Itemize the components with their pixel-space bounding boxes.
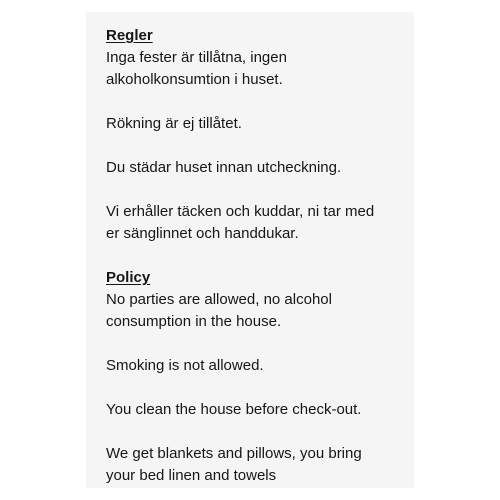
rule-line: er sänglinnet och handdukar. [106,225,299,242]
rule-line: Vi erhåller täcken och kuddar, ni tar med [106,203,375,220]
policy-line: consumption in the house. [106,313,282,330]
rule-item-smoking-sv [106,113,406,135]
policy-item-linen-en [106,443,406,487]
rule-item-linen-sv [106,201,406,245]
spacer [106,333,406,355]
rule-item-cleaning-sv [106,157,406,179]
spacer [106,421,406,443]
policy-item-smoking-en [106,355,406,377]
rule-line: Du städar huset innan utcheckning. [106,159,342,176]
policy-item-cleaning-en [106,399,406,421]
policy-line: No parties are allowed, no alcohol [106,291,332,308]
policy-line: your bed linen and towels [106,467,277,484]
rules-content [106,25,406,487]
policy-item-parties-en [106,289,406,333]
spacer [106,179,406,201]
rule-line: Inga fester är tillåtna, ingen [106,49,287,66]
spacer [106,377,406,399]
policy-heading: Policy [106,269,151,286]
rules-card [86,12,414,488]
rules-heading: Regler [106,27,153,44]
rule-item-parties-sv [106,47,406,91]
policy-line: We get blankets and pillows, you bring [106,445,362,462]
spacer [106,135,406,157]
spacer [106,91,406,113]
rule-line: alkoholkonsumtion i huset. [106,71,283,88]
spacer [106,245,406,267]
policy-line: You clean the house before check-out. [106,401,362,418]
policy-line: Smoking is not allowed. [106,357,264,374]
rule-line: Rökning är ej tillåtet. [106,115,242,132]
